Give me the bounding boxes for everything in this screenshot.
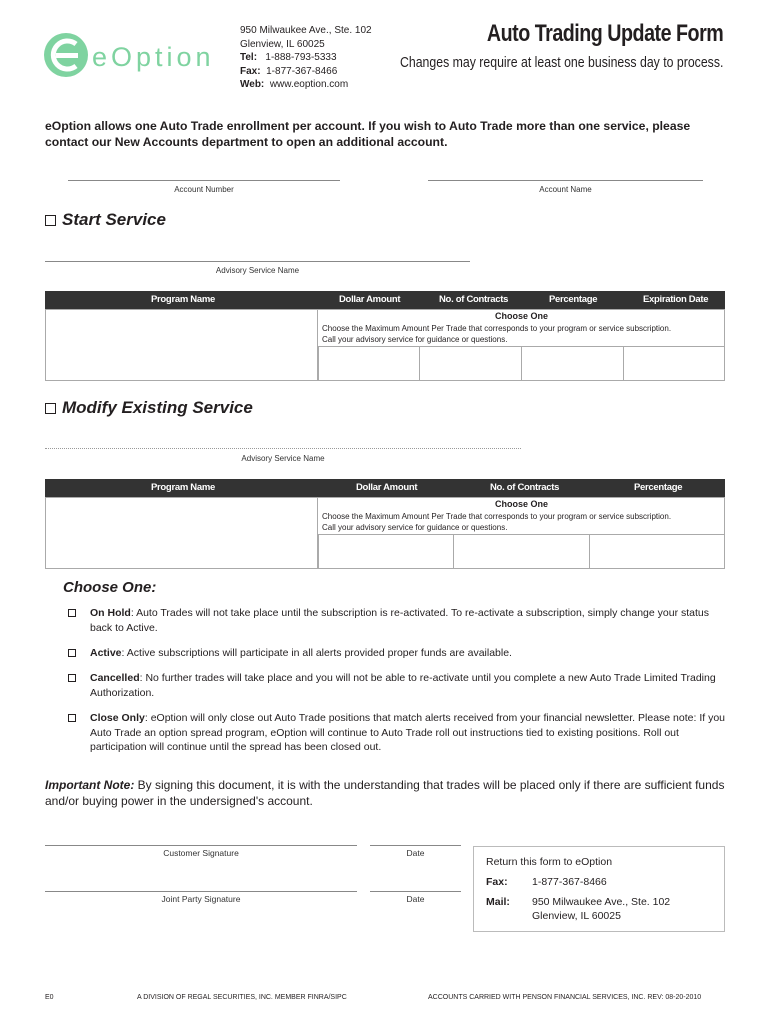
on-hold-checkbox[interactable] — [68, 609, 76, 617]
start-choose-one: Choose One — [494, 311, 548, 321]
fax-label: Fax: — [240, 65, 261, 77]
close-only-text: : eOption will only close out Auto Trade positions that match alerts received from your financial newsletter. Please note: If you Auto Trade an option spread program, eOption will continue to Auto Trade roll out instructions tied to existing positions. Roll out participation will continue until the spread has been closed out. — [90, 712, 725, 753]
modify-advisory-field[interactable] — [45, 448, 521, 449]
address-line2: Glenview, IL 60025 — [240, 38, 325, 50]
start-note-line2: Call your advisory service for guidance or questions. — [322, 335, 508, 344]
customer-date-label: Date — [406, 848, 425, 858]
option-close-only[interactable] — [68, 711, 728, 756]
close-only-checkbox[interactable] — [68, 714, 76, 722]
start-service-title: Start Service — [62, 210, 166, 229]
important-note — [45, 777, 735, 809]
tel-value: 1-888-793-5333 — [265, 52, 337, 63]
company-address — [240, 24, 372, 92]
joint-date-field[interactable] — [370, 891, 461, 892]
col-expiration: Expiration Date — [643, 294, 709, 305]
modify-service-heading — [45, 398, 253, 418]
fax-value: 1-877-367-8466 — [266, 65, 338, 77]
account-number-label: Account Number — [174, 185, 234, 194]
start-service-heading — [45, 210, 166, 230]
account-name-field[interactable] — [428, 180, 703, 181]
option-cancelled[interactable] — [68, 671, 728, 701]
modify-dollar-cell[interactable] — [318, 534, 454, 569]
modify-percentage-cell[interactable] — [589, 534, 725, 569]
form-title: Auto Trading Update Form — [486, 20, 723, 47]
customer-date-field[interactable] — [370, 845, 461, 846]
intro-text: eOption allows one Auto Trade enrollment per account. If you wish to Auto Trade more than one service, please contact our New Accounts department to open an additional account. — [45, 119, 691, 149]
tel-label: Tel: — [240, 52, 258, 63]
form-subtitle: Changes may require at least one business day to process. — [399, 54, 723, 71]
cancelled-checkbox[interactable] — [68, 674, 76, 682]
important-label: Important Note: — [45, 778, 135, 792]
on-hold-label: On Hold — [90, 607, 131, 619]
footer-code: E0 — [45, 994, 54, 1001]
footer-division: A DIVISION OF REGAL SECURITIES, INC. MEMBER FINRA/SIPC — [137, 994, 347, 1001]
start-advisory-field[interactable] — [45, 261, 470, 262]
return-title: Return this form to eOption — [486, 856, 613, 868]
account-name-label: Account Name — [539, 185, 592, 194]
joint-signature-field[interactable] — [45, 891, 357, 892]
option-active[interactable] — [68, 646, 728, 661]
start-percentage-cell[interactable] — [521, 346, 624, 381]
col-percentage: Percentage — [549, 294, 598, 305]
customer-signature-label: Customer Signature — [163, 848, 239, 858]
important-text: By signing this document, it is with the understanding that trades will be placed only if there are sufficient funds and/or buying power in the undersigned's account. — [45, 778, 725, 808]
col-dollar-amount: Dollar Amount — [339, 294, 401, 305]
account-number-field[interactable] — [68, 180, 340, 181]
modify-note-line2: Call your advisory service for guidance or questions. — [322, 523, 508, 532]
web-label: Web: — [240, 79, 265, 90]
footer-carried: ACCOUNTS CARRIED WITH PENSON FINANCIAL SERVICES, INC. REV: 08-20-2010 — [428, 994, 702, 1001]
col-contracts: No. of Contracts — [490, 482, 560, 493]
joint-signature-label: Joint Party Signature — [161, 894, 241, 904]
col-program-name: Program Name — [151, 294, 215, 305]
close-only-label: Close Only — [90, 712, 145, 724]
start-dollar-cell[interactable] — [318, 346, 420, 381]
on-hold-text: : Auto Trades will not take place until the subscription is re-activated. To re-activate a subscription, simply change your status back to Active. — [90, 607, 710, 634]
return-mail-line1: 950 Milwaukee Ave., Ste. 102 — [532, 896, 671, 908]
start-table-header — [45, 291, 725, 309]
choose-one-heading: Choose One: — [63, 579, 157, 596]
modify-table-header — [45, 479, 725, 497]
start-note-line1: Choose the Maximum Amount Per Trade that corresponds to your program or service subscription. — [322, 324, 672, 333]
col-contracts: No. of Contracts — [439, 294, 509, 305]
return-fax-value: 1-877-367-8466 — [532, 876, 607, 888]
col-percentage: Percentage — [634, 482, 683, 493]
address-line1: 950 Milwaukee Ave., Ste. 102 — [240, 25, 372, 36]
modify-program-name-cell[interactable] — [45, 497, 318, 569]
start-advisory-label: Advisory Service Name — [215, 266, 300, 275]
option-on-hold[interactable] — [68, 606, 728, 636]
modify-service-title: Modify Existing Service — [62, 398, 253, 417]
return-mail-label: Mail: — [486, 896, 510, 908]
customer-signature-field[interactable] — [45, 845, 357, 846]
start-expiration-cell[interactable] — [623, 346, 725, 381]
col-dollar-amount: Dollar Amount — [356, 482, 418, 493]
eoption-logo — [42, 30, 232, 85]
modify-note-line1: Choose the Maximum Amount Per Trade that corresponds to your program or service subscription. — [322, 512, 672, 521]
col-program-name: Program Name — [151, 482, 215, 493]
modify-service-checkbox[interactable] — [45, 403, 56, 414]
active-label: Active — [90, 647, 122, 659]
cancelled-label: Cancelled — [90, 672, 140, 684]
logo-text: eOption — [92, 42, 215, 72]
modify-contracts-cell[interactable] — [453, 534, 590, 569]
start-program-name-cell[interactable] — [45, 309, 318, 381]
modify-choose-one: Choose One — [494, 499, 548, 509]
web-value[interactable]: www.eoption.com — [269, 79, 349, 90]
return-fax-label: Fax: — [486, 876, 508, 888]
start-contracts-cell[interactable] — [419, 346, 522, 381]
start-service-checkbox[interactable] — [45, 215, 56, 226]
return-mail-line2: Glenview, IL 60025 — [532, 910, 621, 922]
active-text: : Active subscriptions will participate in all alerts provided proper funds are available. — [121, 647, 512, 659]
modify-advisory-label: Advisory Service Name — [241, 454, 325, 463]
return-form-box — [473, 846, 725, 932]
active-checkbox[interactable] — [68, 649, 76, 657]
joint-date-label: Date — [406, 894, 425, 904]
cancelled-text: : No further trades will take place and you will not be able to re-activate until you complete a new Auto Trade Limited Trading Authorization. — [90, 672, 716, 699]
